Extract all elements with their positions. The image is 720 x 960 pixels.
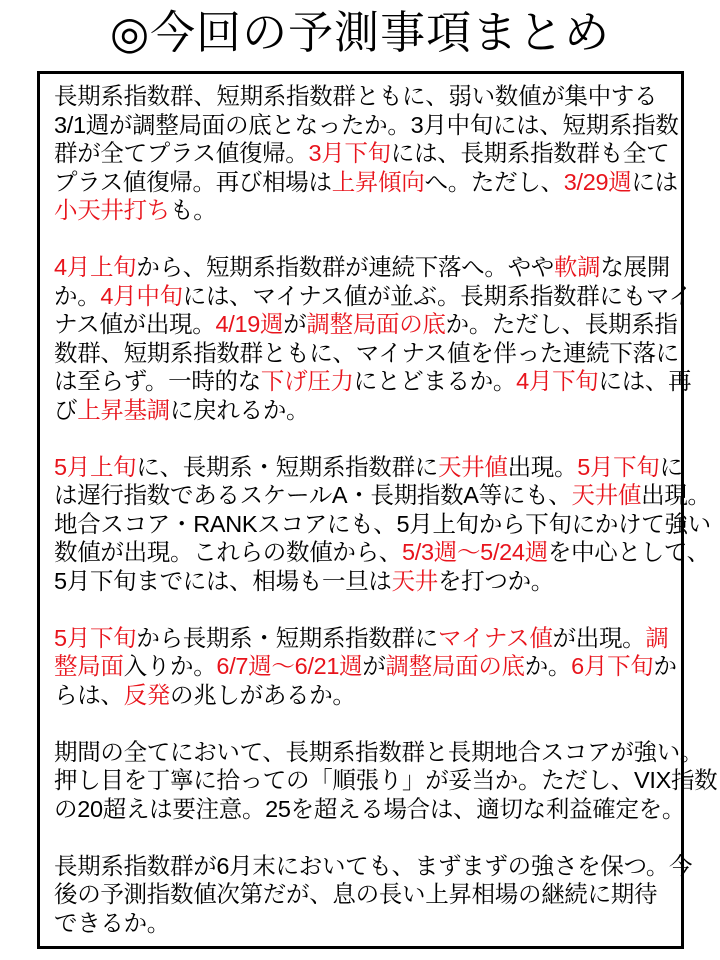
text-line bbox=[54, 738, 704, 767]
highlighted-text: 調整局面の底 bbox=[306, 311, 446, 337]
text-segment: の兆しがあるか。 bbox=[170, 681, 356, 708]
highlighted-text: 6/7週～6/21週 bbox=[216, 653, 363, 679]
paragraph-gap bbox=[54, 225, 675, 254]
highlighted-text: 天井値 bbox=[571, 482, 642, 508]
text-line bbox=[54, 766, 718, 795]
text-segment: に bbox=[659, 453, 683, 480]
highlighted-text: 上昇傾向 bbox=[331, 168, 425, 195]
paragraph-gap bbox=[54, 424, 675, 453]
text-line bbox=[54, 681, 675, 710]
text-segment: 長期系指数群が6月末においても、まずまずの強さを保つ。今 bbox=[54, 852, 693, 879]
text-segment: な展開 bbox=[600, 254, 670, 280]
text-line bbox=[54, 310, 678, 339]
text-segment: 出現。 bbox=[641, 482, 711, 508]
text-segment: には、長期系指数群も全て bbox=[390, 140, 670, 166]
text-segment: が bbox=[283, 311, 307, 337]
highlighted-text: 天井 bbox=[391, 567, 438, 594]
text-segment: は遅行指数であるスケールA・長期指数A等にも、 bbox=[54, 482, 572, 508]
text-segment: 数値が出現。これらの数値から、 bbox=[54, 539, 402, 565]
text-segment: にとどまるか。 bbox=[353, 368, 517, 394]
text-segment: か bbox=[653, 653, 677, 679]
text-segment: の20超えは要注意。25を超える場合は、適切な利益確定を。 bbox=[54, 795, 686, 822]
highlighted-text: 5月下旬 bbox=[54, 624, 137, 651]
highlighted-text: 4/19週 bbox=[215, 311, 284, 337]
text-line bbox=[54, 880, 675, 909]
text-line bbox=[54, 795, 686, 824]
highlighted-text: 5月下旬 bbox=[577, 453, 660, 480]
text-segment: か。 bbox=[54, 282, 101, 309]
slide-title: ◎今回の予測事項まとめ bbox=[109, 7, 611, 58]
text-segment: に、長期系・短期系指数群に bbox=[136, 453, 438, 480]
text-segment: 出現。 bbox=[507, 453, 578, 480]
text-line bbox=[54, 339, 679, 368]
text-segment: には、マイナス値が並ぶ。長期系指数群にもマイ bbox=[182, 282, 692, 309]
text-segment: を打つか。 bbox=[437, 567, 554, 594]
paragraph-gap bbox=[54, 709, 675, 738]
text-line bbox=[54, 367, 692, 396]
highlighted-text: マイナス値 bbox=[437, 624, 553, 651]
text-segment: には、再 bbox=[598, 368, 692, 394]
text-segment: は至らず。一時的な bbox=[54, 368, 261, 394]
text-segment: 入りか。 bbox=[123, 653, 217, 679]
text-line bbox=[54, 652, 675, 681]
text-line bbox=[54, 282, 692, 311]
highlighted-text: 調 bbox=[645, 624, 669, 651]
text-line bbox=[54, 624, 675, 653]
text-segment: らは、 bbox=[54, 681, 124, 708]
text-segment: ナス値が出現。 bbox=[54, 311, 216, 337]
highlighted-text: 4月上旬 bbox=[54, 254, 137, 280]
text-line bbox=[54, 139, 675, 168]
summary-text bbox=[54, 82, 718, 937]
text-segment: できるか。 bbox=[54, 909, 170, 936]
text-line bbox=[54, 567, 675, 596]
text-line bbox=[54, 111, 679, 140]
highlighted-text: 天井値 bbox=[437, 453, 508, 480]
text-segment: 数群、短期系指数群ともに、マイナス値を伴った連続下落に bbox=[54, 339, 679, 366]
highlighted-text: 下げ圧力 bbox=[260, 368, 354, 394]
text-segment: から、短期系指数群が連続下落へ。やや bbox=[136, 254, 554, 280]
text-segment: 期間の全てにおいて、長期系指数群と長期地合スコアが強い。 bbox=[54, 738, 704, 765]
highlighted-text: 3/29週 bbox=[563, 168, 632, 195]
summary-box bbox=[37, 71, 718, 949]
text-segment: 3/1週が調整局面の底となったか。3月中旬には、短期系指数 bbox=[54, 111, 679, 138]
text-segment: が bbox=[362, 653, 386, 679]
text-line bbox=[54, 852, 693, 881]
text-line bbox=[54, 196, 675, 225]
text-segment: プラス値復帰。再び相場は bbox=[54, 168, 332, 195]
highlighted-text: 小天井打ち bbox=[54, 197, 170, 223]
highlighted-text: 4月下旬 bbox=[516, 368, 599, 394]
text-segment: 地合スコア・RANKスコアにも、5月上旬から下旬にかけて強い bbox=[54, 510, 711, 537]
paragraph-gap bbox=[54, 595, 675, 624]
text-line bbox=[54, 168, 678, 197]
text-segment: 5月下旬までには、相場も一旦は bbox=[54, 567, 392, 594]
highlighted-text: 上昇基調 bbox=[77, 396, 171, 423]
text-segment: が出現。 bbox=[552, 624, 646, 651]
text-segment: には bbox=[631, 168, 678, 195]
highlighted-text: 5月上旬 bbox=[54, 453, 137, 480]
highlighted-text: 6月下旬 bbox=[571, 653, 654, 679]
text-segment: 長期系指数群、短期系指数群ともに、弱い数値が集中する bbox=[54, 83, 658, 109]
text-line bbox=[54, 538, 710, 567]
text-line bbox=[54, 510, 711, 539]
text-segment: へ。ただし、 bbox=[424, 168, 564, 195]
highlighted-text: 軟調 bbox=[553, 254, 601, 280]
text-segment: 群が全てプラス値復帰。 bbox=[54, 140, 309, 166]
text-segment: を中心として、 bbox=[547, 539, 710, 565]
highlighted-text: 反発 bbox=[123, 681, 171, 708]
text-segment: 後の予測指数値次第だが、息の長い上昇相場の継続に期待 bbox=[54, 881, 658, 907]
text-line bbox=[54, 453, 683, 482]
highlighted-text: 5/3週～5/24週 bbox=[402, 539, 548, 565]
highlighted-text: 調整局面の底 bbox=[385, 653, 525, 679]
text-segment: も。 bbox=[170, 197, 217, 223]
text-line bbox=[54, 396, 675, 425]
text-segment: 押し目を丁寧に拾っての「順張り」が妥当か。ただし、VIX指数 bbox=[54, 767, 718, 793]
text-segment: か。 bbox=[524, 653, 572, 679]
text-segment: から長期系・短期系指数群に bbox=[136, 624, 438, 651]
text-line bbox=[54, 909, 675, 938]
highlighted-text: 4月中旬 bbox=[100, 282, 183, 309]
text-segment: に戻れるか。 bbox=[170, 396, 310, 423]
paragraph-gap bbox=[54, 823, 675, 852]
text-line bbox=[54, 253, 675, 282]
highlighted-text: 整局面 bbox=[54, 653, 124, 679]
text-segment: び bbox=[54, 396, 78, 423]
highlighted-text: 3月下旬 bbox=[308, 140, 391, 166]
text-segment: か。ただし、長期系指 bbox=[445, 311, 678, 337]
text-line bbox=[54, 82, 675, 111]
text-line bbox=[54, 481, 711, 510]
